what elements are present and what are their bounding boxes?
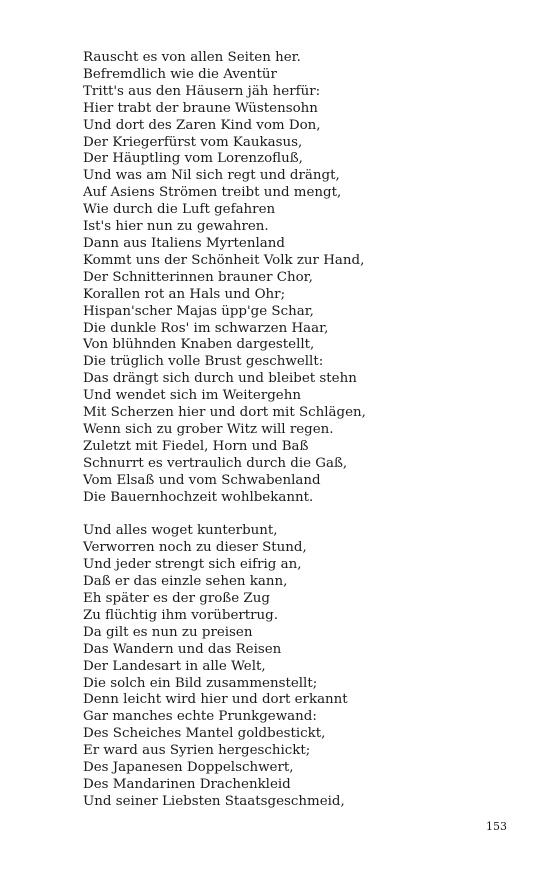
verse-line: Des Japanesen Doppelschwert, (83, 760, 294, 776)
poem-text (83, 50, 523, 811)
verse-line: Wenn sich zu grober Witz will regen. (83, 421, 334, 437)
verse-line: Der Kriegerfürst vom Kaukasus, (83, 134, 303, 150)
verse-line: Da gilt es nun zu preisen (83, 624, 253, 640)
verse-line: Die dunkle Ros' im schwarzen Haar, (83, 320, 329, 336)
verse-line: Und was am Nil sich regt und drängt, (83, 168, 340, 184)
verse-line: Der Schnitterinnen brauner Chor, (83, 269, 313, 285)
verse-line: Von blühnden Knaben dargestellt, (83, 337, 315, 353)
verse-line: Ist's hier nun zu gewahren. (83, 219, 269, 235)
verse-line: Auf Asiens Strömen treibt und mengt, (83, 185, 342, 201)
stanza-2 (83, 523, 523, 810)
stanza-1 (83, 50, 523, 506)
verse-line: Das drängt sich durch und bleibet stehn (83, 371, 357, 387)
verse-line: Und seiner Liebsten Staatsgeschmeid, (83, 793, 345, 809)
verse-line: Der Häuptling vom Lorenzofluß, (83, 151, 303, 167)
verse-line: Daß er das einzle sehen kann, (83, 574, 288, 590)
verse-line: Kommt uns der Schönheit Volk zur Hand, (83, 252, 365, 268)
verse-line: Dann aus Italiens Myrtenland (83, 235, 285, 251)
verse-line: Die solch ein Bild zusammenstellt; (83, 675, 318, 691)
verse-line: Zu flüchtig ihm vorübertrug. (83, 607, 279, 623)
verse-line: Hispan'scher Majas üpp'ge Schar, (83, 303, 314, 319)
verse-line: Gar manches echte Prunkgewand: (83, 709, 317, 725)
verse-line: Er ward aus Syrien hergeschickt; (83, 743, 311, 759)
verse-line: Wie durch die Luft gefahren (83, 202, 276, 218)
verse-line: Befremdlich wie die Aventür (83, 66, 277, 82)
verse-line: Tritt's aus den Häusern jäh herfür: (83, 83, 321, 99)
page-number: 153 (486, 820, 507, 833)
verse-line: Und dort des Zaren Kind vom Don, (83, 117, 321, 133)
verse-line: Zuletzt mit Fiedel, Horn und Baß (83, 438, 309, 454)
verse-line: Des Mandarinen Drachenkleid (83, 776, 291, 792)
verse-line: Und alles woget kunterbunt, (83, 523, 278, 539)
verse-line: Die Bauernhochzeit wohlbekannt. (83, 489, 314, 505)
verse-line: Des Scheiches Mantel goldbestickt, (83, 726, 326, 742)
verse-line: Und jeder strengt sich eifrig an, (83, 557, 302, 573)
verse-line: Korallen rot an Hals und Ohr; (83, 286, 286, 302)
verse-line: Das Wandern und das Reisen (83, 641, 282, 657)
verse-line: Verworren noch zu dieser Stund, (83, 540, 307, 556)
verse-line: Schnurrt es vertraulich durch die Gaß, (83, 455, 348, 471)
verse-line: Und wendet sich im Weitergehn (83, 388, 301, 404)
verse-line: Eh später es der große Zug (83, 590, 270, 606)
verse-line: Vom Elsaß und vom Schwabenland (83, 472, 321, 488)
verse-line: Hier trabt der braune Wüstensohn (83, 100, 318, 116)
verse-line: Die trüglich volle Brust geschwellt: (83, 354, 324, 370)
verse-line: Rauscht es von allen Seiten her. (83, 50, 301, 65)
verse-line: Mit Scherzen hier und dort mit Schlägen, (83, 405, 366, 421)
verse-line: Der Landesart in alle Welt, (83, 658, 266, 674)
verse-line: Denn leicht wird hier und dort erkannt (83, 692, 348, 708)
